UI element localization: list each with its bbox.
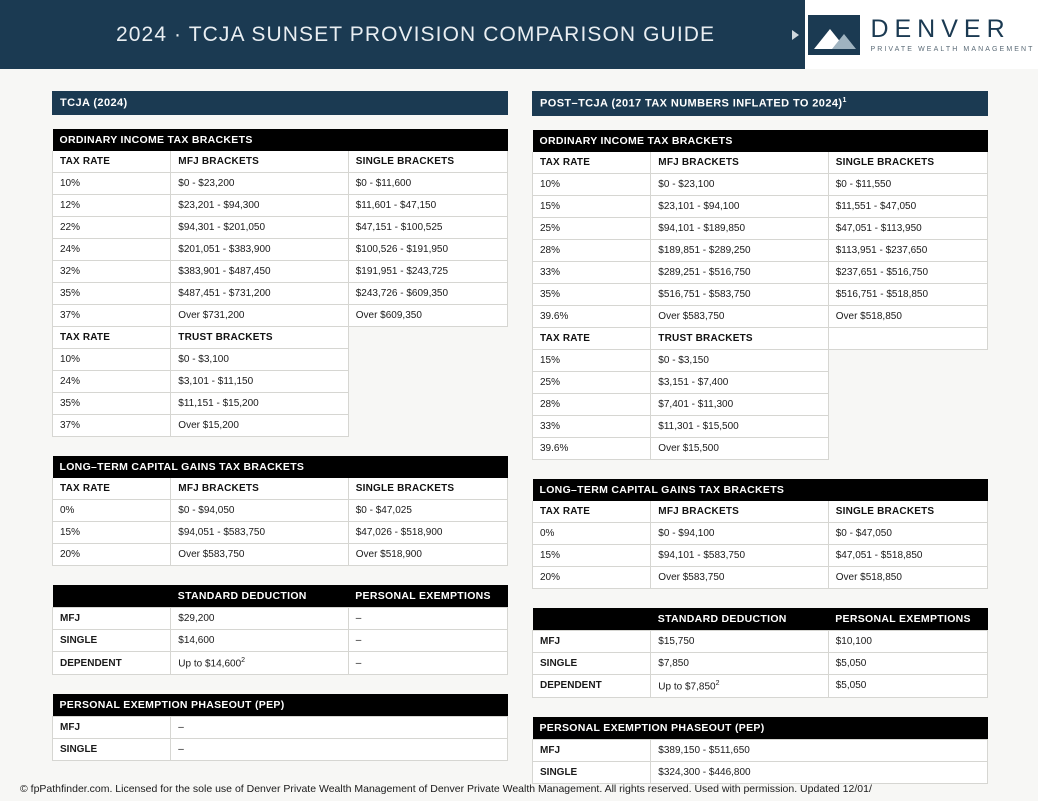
- cell-single: Over $518,850: [828, 566, 987, 588]
- table-title: PERSONAL EXEMPTION PHASEOUT (PEP): [533, 717, 988, 740]
- table-row: [53, 522, 508, 544]
- table-row: [533, 630, 988, 652]
- table-row: [53, 500, 508, 522]
- cell-trust: $7,401 - $11,300: [651, 393, 828, 415]
- col-header-single: SINGLE BRACKETS: [348, 151, 507, 173]
- cell-rate: 35%: [533, 283, 651, 305]
- cell-mfj: $94,301 - $201,050: [171, 217, 348, 239]
- table-row: [53, 217, 508, 239]
- spacer-cell: [348, 349, 507, 371]
- cell-trust: $3,101 - $11,150: [171, 371, 348, 393]
- cell-standard-deduction: $7,850: [651, 652, 828, 674]
- cell-rate: 32%: [53, 261, 171, 283]
- table-row: [53, 371, 508, 393]
- col-header-personal-exemptions: PERSONAL EXEMPTIONS: [828, 608, 987, 631]
- row-label: DEPENDENT: [533, 674, 651, 697]
- cell-single: Over $518,850: [828, 305, 987, 327]
- cell-rate: 35%: [53, 393, 171, 415]
- row-label: MFJ: [533, 739, 651, 761]
- table-header-row: [533, 501, 988, 523]
- cell-personal-exemption: $10,100: [828, 630, 987, 652]
- cell-mfj: $0 - $94,050: [171, 500, 348, 522]
- col-header-mfj: MFJ BRACKETS: [651, 152, 828, 174]
- row-label: DEPENDENT: [53, 652, 171, 675]
- cell-mfj: $189,851 - $289,250: [651, 239, 828, 261]
- table-title-row: [533, 479, 988, 501]
- page-title: 2024 · TCJA SUNSET PROVISION COMPARISON GUIDE: [116, 22, 716, 46]
- cell-mfj: Over $583,750: [171, 544, 348, 566]
- cell-value: Up to $7,850: [658, 680, 716, 692]
- row-label: MFJ: [53, 608, 171, 630]
- table-row: [533, 371, 988, 393]
- table-header-row: [533, 608, 988, 631]
- table-title: ORDINARY INCOME TAX BRACKETS: [533, 130, 988, 152]
- cell-standard-deduction: $29,200: [171, 608, 348, 630]
- table-row: [53, 630, 508, 652]
- cell-mfj: $0 - $94,100: [651, 522, 828, 544]
- table-header-row: [53, 478, 508, 500]
- spacer-cell: [348, 415, 507, 437]
- column-banner-left: [52, 91, 508, 115]
- cell-trust: $0 - $3,100: [171, 349, 348, 371]
- cell-mfj: Over $583,750: [651, 566, 828, 588]
- table-deductions-right: [532, 608, 988, 698]
- spacer-cell: [348, 371, 507, 393]
- spacer-cell: [348, 393, 507, 415]
- col-header-single: SINGLE BRACKETS: [828, 152, 987, 174]
- col-header-personal-exemptions: PERSONAL EXEMPTIONS: [348, 585, 507, 608]
- cell-rate: 24%: [53, 371, 171, 393]
- table-row: [53, 415, 508, 437]
- cell-rate: 22%: [53, 217, 171, 239]
- cell-rate: 0%: [53, 500, 171, 522]
- cell-rate: 25%: [533, 371, 651, 393]
- col-header-tax-rate-trust: TAX RATE: [53, 327, 171, 349]
- cell-single: $0 - $47,050: [828, 522, 987, 544]
- table-row: [533, 261, 988, 283]
- cell-pep-range: –: [171, 739, 508, 761]
- cell-personal-exemption: –: [348, 608, 507, 630]
- table-row: [533, 566, 988, 588]
- table-title: PERSONAL EXEMPTION PHASEOUT (PEP): [53, 694, 508, 717]
- cell-trust: Over $15,200: [171, 415, 348, 437]
- cell-trust: $11,301 - $15,500: [651, 415, 828, 437]
- cell-rate: 33%: [533, 261, 651, 283]
- cell-single: $47,151 - $100,525: [348, 217, 507, 239]
- table-row: [533, 393, 988, 415]
- col-header-standard-deduction: STANDARD DEDUCTION: [171, 585, 348, 608]
- spacer-cell: [828, 415, 987, 437]
- cell-single: $113,951 - $237,650: [828, 239, 987, 261]
- cell-rate: 20%: [533, 566, 651, 588]
- cell-single: $47,051 - $518,850: [828, 544, 987, 566]
- table-pep-right: [532, 717, 988, 784]
- footer-copyright: © fpPathfinder.com. Licensed for the sole use of Denver Private Wealth Management of Denver Private Wealth Management. All rights reserved. Used with permission. Updated 12/01/: [20, 783, 872, 795]
- cell-mfj: $0 - $23,200: [171, 173, 348, 195]
- logo-wordmark: [870, 16, 1034, 54]
- table-row: [533, 652, 988, 674]
- cell-trust: $3,151 - $7,400: [651, 371, 828, 393]
- col-header-blank: [533, 608, 651, 631]
- cell-pep-range: $324,300 - $446,800: [651, 761, 988, 783]
- table-row: [53, 739, 508, 761]
- cell-value: Up to $14,600: [178, 658, 242, 670]
- col-header-trust: TRUST BRACKETS: [651, 327, 828, 349]
- table-row: [53, 305, 508, 327]
- table-deductions-left: [52, 585, 508, 675]
- table-row: [53, 349, 508, 371]
- table-row: [53, 393, 508, 415]
- table-title-row: [53, 129, 508, 151]
- row-label: MFJ: [53, 717, 171, 739]
- cell-mfj: $487,451 - $731,200: [171, 283, 348, 305]
- cell-single: Over $518,900: [348, 544, 507, 566]
- cell-single: $243,726 - $609,350: [348, 283, 507, 305]
- cell-rate: 10%: [53, 173, 171, 195]
- table-row: [533, 217, 988, 239]
- footnote-marker: 2: [241, 657, 246, 664]
- table-title: ORDINARY INCOME TAX BRACKETS: [53, 129, 508, 151]
- row-label: SINGLE: [53, 630, 171, 652]
- cell-mfj: $289,251 - $516,750: [651, 261, 828, 283]
- table-title-row: [53, 456, 508, 478]
- table-row: [53, 652, 508, 675]
- table-pep-left: [52, 694, 508, 761]
- table-row: [53, 239, 508, 261]
- table-ltcg-right: [532, 479, 988, 589]
- table-row: [533, 544, 988, 566]
- cell-single: $100,526 - $191,950: [348, 239, 507, 261]
- table-row: [533, 761, 988, 783]
- cell-single: $237,651 - $516,750: [828, 261, 987, 283]
- column-banner-right: [532, 91, 988, 116]
- table-row: [53, 717, 508, 739]
- row-label: SINGLE: [53, 739, 171, 761]
- table-ordinary-income-left: [52, 129, 508, 437]
- cell-mfj: $23,101 - $94,100: [651, 195, 828, 217]
- cell-mfj: $516,751 - $583,750: [651, 283, 828, 305]
- column-post-tcja: [532, 91, 988, 801]
- table-row: [533, 283, 988, 305]
- cell-rate: 35%: [53, 283, 171, 305]
- column-banner-left-label: TCJA (2024): [60, 97, 128, 109]
- cell-pep-range: –: [171, 717, 508, 739]
- cell-mfj: Over $583,750: [651, 305, 828, 327]
- cell-pep-range: $389,150 - $511,650: [651, 739, 988, 761]
- table-row: [533, 349, 988, 371]
- cell-single: $47,051 - $113,950: [828, 217, 987, 239]
- table-row: [533, 239, 988, 261]
- cell-rate: 10%: [533, 173, 651, 195]
- cell-trust: $0 - $3,150: [651, 349, 828, 371]
- cell-single: $191,951 - $243,725: [348, 261, 507, 283]
- cell-rate: 33%: [533, 415, 651, 437]
- footnote-marker: 1: [842, 97, 847, 104]
- cell-rate: 10%: [53, 349, 171, 371]
- trust-header-row: [53, 327, 508, 349]
- table-row: [533, 739, 988, 761]
- spacer-cell: [828, 327, 987, 349]
- cell-rate: 24%: [53, 239, 171, 261]
- row-label: SINGLE: [533, 761, 651, 783]
- content-columns: [0, 69, 1038, 801]
- table-row: [533, 437, 988, 459]
- cell-rate: 37%: [53, 305, 171, 327]
- spacer-cell: [828, 349, 987, 371]
- spacer-cell: [348, 327, 507, 349]
- cell-rate: 15%: [533, 544, 651, 566]
- table-header-row: [53, 151, 508, 173]
- table-row: [533, 305, 988, 327]
- col-header-tax-rate: TAX RATE: [533, 501, 651, 523]
- cell-rate: 20%: [53, 544, 171, 566]
- col-header-blank: [53, 585, 171, 608]
- header-title-bar: [0, 0, 805, 69]
- cell-single: $47,026 - $518,900: [348, 522, 507, 544]
- cell-trust: Over $15,500: [651, 437, 828, 459]
- row-label: MFJ: [533, 630, 651, 652]
- cell-trust: $11,151 - $15,200: [171, 393, 348, 415]
- col-header-mfj: MFJ BRACKETS: [651, 501, 828, 523]
- cell-rate: 37%: [53, 415, 171, 437]
- cell-personal-exemption: –: [348, 630, 507, 652]
- cell-single: $11,601 - $47,150: [348, 195, 507, 217]
- table-title-row: [53, 694, 508, 717]
- col-header-mfj: MFJ BRACKETS: [171, 151, 348, 173]
- logo-tagline: PRIVATE WEALTH MANAGEMENT: [870, 46, 1035, 54]
- table-row: [533, 522, 988, 544]
- column-tcja: [52, 91, 508, 801]
- table-header-row: [533, 152, 988, 174]
- cell-single: $0 - $11,550: [828, 173, 987, 195]
- cell-mfj: $23,201 - $94,300: [171, 195, 348, 217]
- table-row: [533, 415, 988, 437]
- col-header-tax-rate-trust: TAX RATE: [533, 327, 651, 349]
- table-ordinary-income-right: [532, 130, 988, 460]
- cell-standard-deduction: [651, 674, 828, 697]
- cell-rate: 15%: [533, 195, 651, 217]
- cell-single: $11,551 - $47,050: [828, 195, 987, 217]
- cell-rate: 39.6%: [533, 437, 651, 459]
- table-title: LONG–TERM CAPITAL GAINS TAX BRACKETS: [533, 479, 988, 501]
- col-header-standard-deduction: STANDARD DEDUCTION: [651, 608, 828, 631]
- col-header-single: SINGLE BRACKETS: [828, 501, 987, 523]
- row-label: SINGLE: [533, 652, 651, 674]
- cell-rate: 15%: [53, 522, 171, 544]
- spacer-cell: [828, 371, 987, 393]
- table-row: [533, 195, 988, 217]
- col-header-tax-rate: TAX RATE: [53, 478, 171, 500]
- footnote-marker: 2: [715, 679, 720, 687]
- table-title-row: [533, 717, 988, 740]
- cell-personal-exemption: $5,050: [828, 652, 987, 674]
- table-row: [53, 173, 508, 195]
- cell-personal-exemption: –: [348, 652, 507, 675]
- cell-rate: 15%: [533, 349, 651, 371]
- cell-single: $516,751 - $518,850: [828, 283, 987, 305]
- cell-rate: 12%: [53, 195, 171, 217]
- cell-mfj: $0 - $23,100: [651, 173, 828, 195]
- cell-mfj: $201,051 - $383,900: [171, 239, 348, 261]
- col-header-mfj: MFJ BRACKETS: [171, 478, 348, 500]
- cell-single: $0 - $47,025: [348, 500, 507, 522]
- table-row: [53, 261, 508, 283]
- cell-personal-exemption: $5,050: [828, 674, 987, 697]
- spacer-cell: [828, 437, 987, 459]
- arrow-right-icon: [792, 30, 799, 40]
- page-header: [0, 0, 1038, 69]
- table-row: [533, 674, 988, 697]
- col-header-single: SINGLE BRACKETS: [348, 478, 507, 500]
- cell-mfj: $94,101 - $189,850: [651, 217, 828, 239]
- table-row: [533, 173, 988, 195]
- cell-standard-deduction: [171, 652, 348, 675]
- cell-rate: 25%: [533, 217, 651, 239]
- cell-rate: 28%: [533, 393, 651, 415]
- table-title: LONG–TERM CAPITAL GAINS TAX BRACKETS: [53, 456, 508, 478]
- cell-standard-deduction: $15,750: [651, 630, 828, 652]
- trust-header-row: [533, 327, 988, 349]
- table-row: [53, 195, 508, 217]
- cell-rate: 28%: [533, 239, 651, 261]
- cell-mfj: $94,101 - $583,750: [651, 544, 828, 566]
- brand-logo: [805, 0, 1038, 69]
- col-header-trust: TRUST BRACKETS: [171, 327, 348, 349]
- cell-single: Over $609,350: [348, 305, 507, 327]
- col-header-tax-rate: TAX RATE: [533, 152, 651, 174]
- spacer-cell: [828, 393, 987, 415]
- cell-rate: 39.6%: [533, 305, 651, 327]
- table-row: [53, 283, 508, 305]
- table-header-row: [53, 585, 508, 608]
- table-title-row: [533, 130, 988, 152]
- cell-standard-deduction: $14,600: [171, 630, 348, 652]
- column-banner-right-label: POST–TCJA (2017 TAX NUMBERS INFLATED TO 2024): [540, 97, 843, 110]
- cell-single: $0 - $11,600: [348, 173, 507, 195]
- mountain-logo-icon: [808, 15, 860, 55]
- cell-mfj: Over $731,200: [171, 305, 348, 327]
- table-row: [53, 544, 508, 566]
- table-ltcg-left: [52, 456, 508, 566]
- cell-mfj: $94,051 - $583,750: [171, 522, 348, 544]
- logo-name: DENVER: [870, 14, 1011, 43]
- cell-rate: 0%: [533, 522, 651, 544]
- col-header-tax-rate: TAX RATE: [53, 151, 171, 173]
- table-row: [53, 608, 508, 630]
- cell-mfj: $383,901 - $487,450: [171, 261, 348, 283]
